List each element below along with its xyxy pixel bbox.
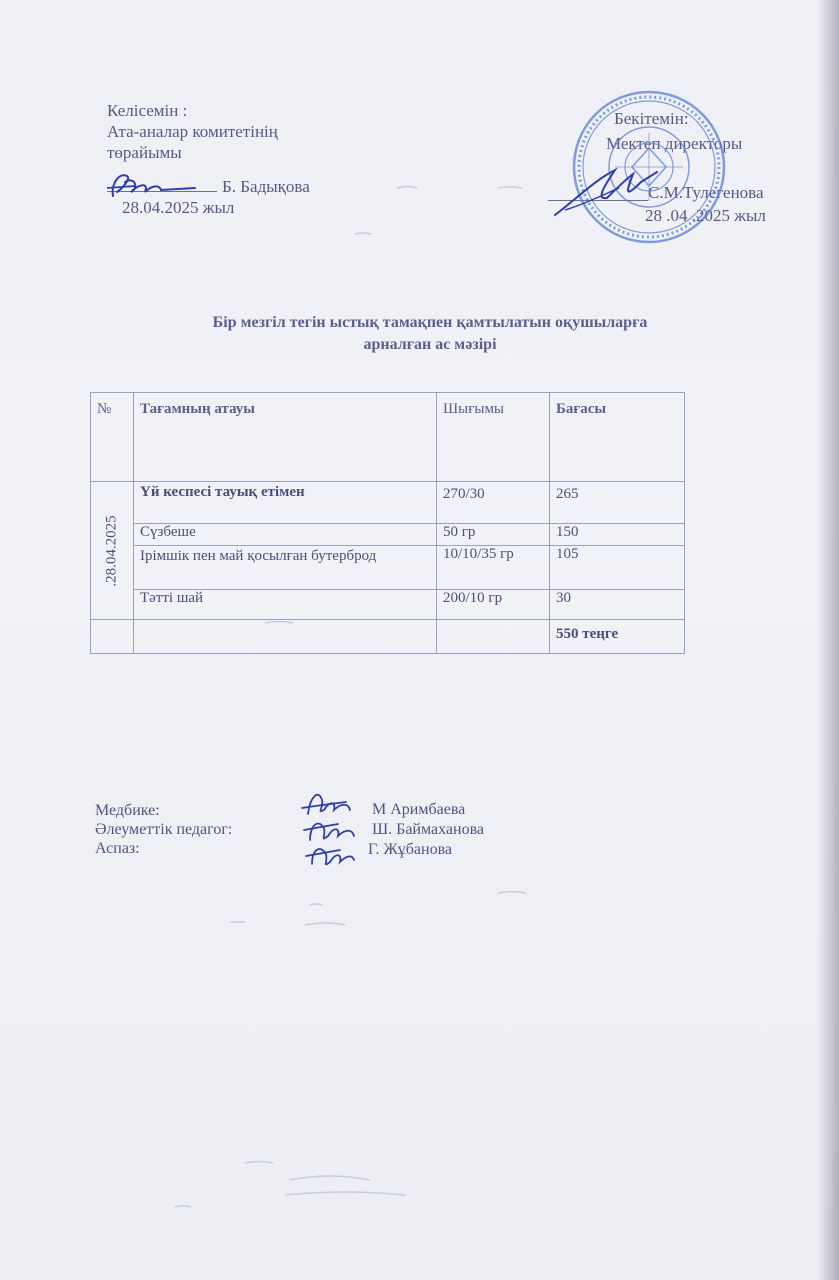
social-pedagogue-name: Ш. Баймаханова — [372, 821, 485, 838]
committee-label: Ата-аналар комитетінің — [107, 122, 278, 141]
chairperson-signature — [105, 166, 200, 206]
nurse-role: Медбике: — [95, 802, 160, 819]
director-signature — [545, 160, 665, 220]
header-number: № — [91, 393, 134, 482]
menu-date: .28.04.2025 — [103, 514, 120, 587]
chairperson-name: Б. Бадықова — [222, 177, 310, 196]
director-label: Мектеп директоры — [606, 134, 743, 153]
dish-price: 30 — [550, 590, 685, 620]
document-title — [140, 312, 720, 356]
cook-role: Аспаз: — [95, 840, 140, 857]
header-yield: Шығымы — [437, 393, 550, 482]
menu-table — [90, 392, 685, 654]
chairperson-label: төрайымы — [107, 143, 182, 162]
approval-label: Бекітемін: — [614, 109, 689, 128]
cook-name: Г. Жұбанова — [368, 841, 453, 858]
dish-price: 105 — [550, 546, 685, 590]
dish-price: 150 — [550, 524, 685, 546]
header-dish-name: Тағамның атауы — [134, 393, 437, 482]
table-total-row — [91, 620, 685, 654]
dish-name: Сүзбеше — [134, 524, 437, 546]
dish-name: Үй кеспесі тауық етімен — [134, 482, 437, 524]
table-row — [91, 482, 685, 524]
dish-name: Тәтті шай — [134, 590, 437, 620]
agreement-date: 28.04.2025 жыл — [122, 198, 235, 217]
title-line-2: арналған ас мәзірі — [363, 336, 497, 353]
table-header-row — [91, 393, 685, 482]
table-row — [91, 546, 685, 590]
footer-signatures — [290, 780, 370, 880]
social-pedagogue-role: Әлеуметтік педагог: — [95, 821, 233, 838]
total-price: 550 теңге — [550, 620, 685, 654]
director-name: С.М.Тулегенова — [648, 183, 764, 202]
dish-yield: 270/30 — [437, 482, 550, 524]
agreement-label: Келісемін : — [107, 101, 188, 120]
title-line-1: Бір мезгіл тегін ыстық тамақпен қамтылатын оқушыларға — [212, 314, 648, 331]
dish-name: Ірімшік пен май қосылған бутерброд — [134, 546, 437, 590]
nurse-name: М Аримбаева — [372, 801, 466, 818]
dish-yield: 50 гр — [437, 524, 550, 546]
approval-date: 28 .04 .2025 жыл — [645, 206, 766, 225]
table-row — [91, 590, 685, 620]
dish-yield: 200/10 гр — [437, 590, 550, 620]
dish-price: 265 — [550, 482, 685, 524]
table-row — [91, 524, 685, 546]
header-price: Бағасы — [550, 393, 685, 482]
date-cell — [91, 482, 134, 620]
dish-yield: 10/10/35 гр — [437, 546, 550, 590]
